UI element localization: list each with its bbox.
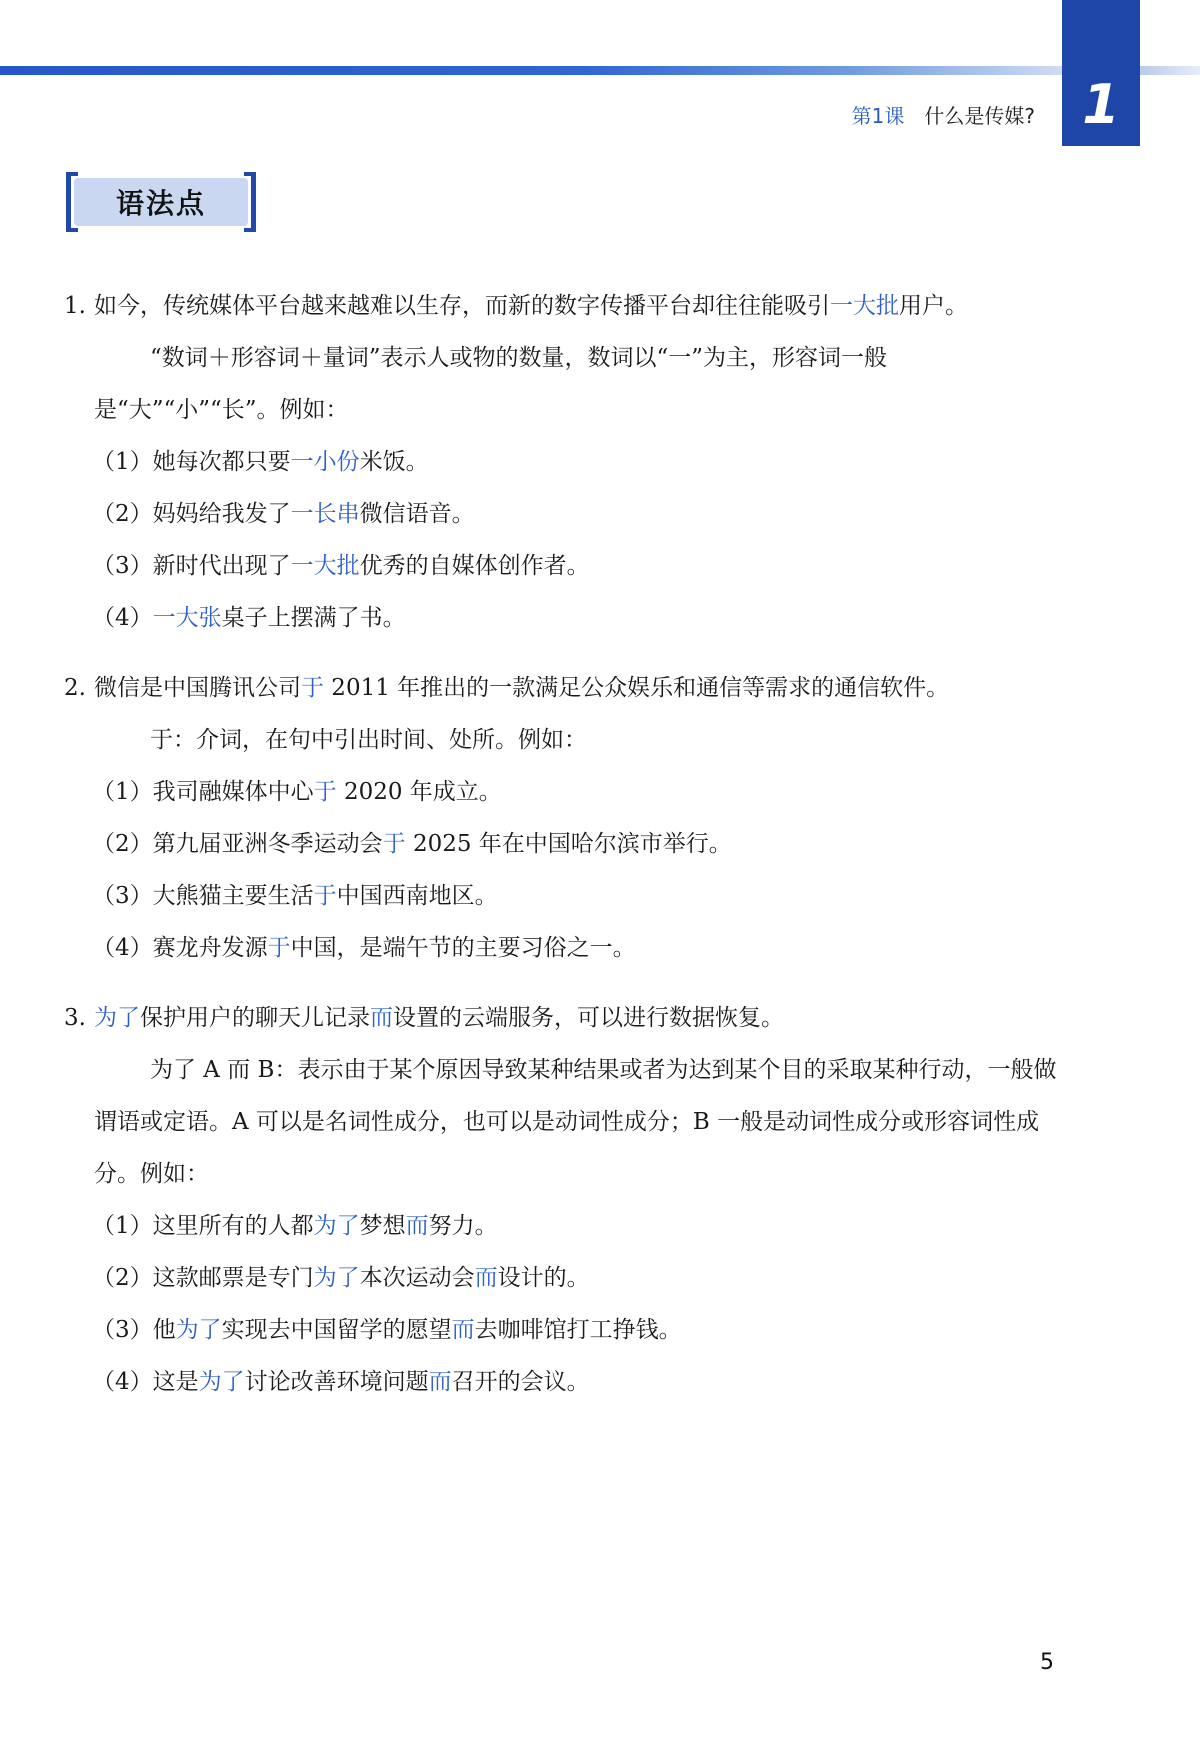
- point-explanation: 于：介词，在句中引出时间、处所。例如：: [150, 727, 587, 753]
- text-run: （1）她每次都只要: [92, 449, 291, 475]
- example-sentence: [64, 1252, 1064, 1304]
- text-run: 去咖啡馆打工挣钱。: [474, 1317, 682, 1343]
- highlighted-term: 为了: [198, 1369, 245, 1395]
- text-run: 如今，传统媒体平台越来越难以生存，而新的数字传播平台却往往能吸引: [94, 293, 830, 319]
- text-run: 中国西南地区。: [336, 883, 498, 909]
- example-sentence: [64, 436, 1064, 488]
- highlighted-term: 于: [267, 935, 291, 961]
- text-run: 2025 年在中国哈尔滨市举行。: [405, 831, 732, 857]
- example-sentence: [64, 766, 1064, 818]
- bracket-right: [244, 172, 256, 232]
- example-sentence: [64, 818, 1064, 870]
- text-run: （1）我司融媒体中心: [92, 779, 314, 805]
- lesson-title: 什么是传媒?: [924, 104, 1035, 128]
- text-run: 微信语音。: [359, 501, 475, 527]
- highlighted-term: 为了: [94, 1005, 140, 1031]
- text-run: 微信是中国腾讯公司: [94, 675, 301, 701]
- point-explanation: 为了 A 而 B：表示由于某个原因导致某种结果或者为达到某个目的采取某种行动，一般做谓语或定语。A 可以是名词性成分，也可以是动词性成分；B 一般是动词性成分或形容词性成分。例如：: [94, 1057, 1057, 1187]
- highlighted-term: 于: [313, 883, 337, 909]
- text-run: （1）这里所有的人都: [92, 1213, 314, 1239]
- text-run: 实现去中国留学的愿望: [221, 1317, 452, 1343]
- text-run: 优秀的自媒体创作者。: [359, 553, 590, 579]
- point-sentence: [64, 662, 1064, 714]
- text-run: （3）他: [92, 1317, 176, 1343]
- text-run: 讨论改善环境问题: [244, 1369, 429, 1395]
- highlighted-term: 而: [370, 1005, 393, 1031]
- section-heading-bg: [74, 178, 248, 226]
- example-sentence: [64, 1304, 1064, 1356]
- example-sentence: [64, 1356, 1064, 1408]
- point-number: 1.: [64, 293, 86, 319]
- text-run: （2）第九届亚洲冬季运动会: [92, 831, 383, 857]
- text-run: 桌子上摆满了书。: [221, 605, 406, 631]
- example-sentence: [64, 922, 1064, 974]
- highlighted-term: 于: [382, 831, 406, 857]
- text-run: 召开的会议。: [451, 1369, 590, 1395]
- lesson-label: 第1课: [851, 104, 905, 128]
- header-rule-end: [1140, 66, 1200, 75]
- highlighted-term: 一小份: [290, 449, 360, 475]
- highlighted-term: 而: [451, 1317, 475, 1343]
- example-sentence: [64, 592, 1064, 644]
- highlighted-term: 为了: [313, 1213, 360, 1239]
- text-run: 设计的。: [497, 1265, 590, 1291]
- highlighted-term: 于: [301, 675, 324, 701]
- text-run: 中国，是端午节的主要习俗之一。: [290, 935, 636, 961]
- text-run: （3）新时代出现了: [92, 553, 291, 579]
- text-run: 努力。: [428, 1213, 498, 1239]
- text-run: 2020 年成立。: [336, 779, 502, 805]
- point-number: 2.: [64, 675, 86, 701]
- text-run: 用户。: [899, 293, 968, 319]
- section-heading: [66, 172, 256, 232]
- highlighted-term: 一大张: [152, 605, 222, 631]
- chapter-number: 1: [1082, 73, 1120, 136]
- chapter-tab: [1062, 0, 1140, 146]
- example-sentence: [64, 488, 1064, 540]
- highlighted-term: 一大批: [830, 293, 899, 319]
- running-head: [852, 100, 1035, 129]
- grammar-points: [64, 280, 1064, 1426]
- text-run: （3）大熊猫主要生活: [92, 883, 314, 909]
- highlighted-term: 于: [313, 779, 337, 805]
- section-title: 语法点: [115, 187, 206, 220]
- page-number: 5: [1040, 1650, 1054, 1675]
- text-run: 2011 年推出的一款满足公众娱乐和通信等需求的通信软件。: [324, 675, 950, 701]
- highlighted-term: 而: [474, 1265, 498, 1291]
- highlighted-term: 为了: [175, 1317, 222, 1343]
- point-number: 3.: [64, 1005, 86, 1031]
- highlighted-term: 而: [428, 1369, 452, 1395]
- text-run: 保护用户的聊天儿记录: [140, 1005, 370, 1031]
- text-run: （2）妈妈给我发了: [92, 501, 291, 527]
- highlighted-term: 而: [405, 1213, 429, 1239]
- text-run: （4）: [92, 605, 153, 631]
- example-sentence: [64, 870, 1064, 922]
- highlighted-term: 为了: [313, 1265, 360, 1291]
- text-run: （4）赛龙舟发源: [92, 935, 268, 961]
- grammar-point: [64, 280, 1064, 644]
- point-sentence: [64, 992, 1064, 1044]
- example-sentence: [64, 1200, 1064, 1252]
- header-rule: [0, 66, 1062, 75]
- highlighted-term: 一长串: [290, 501, 360, 527]
- text-run: （2）这款邮票是专门: [92, 1265, 314, 1291]
- text-run: （4）这是: [92, 1369, 199, 1395]
- point-sentence: [64, 280, 1064, 332]
- highlighted-term: 一大批: [290, 553, 360, 579]
- grammar-point: [64, 662, 1064, 974]
- grammar-point: [64, 992, 1064, 1408]
- text-run: 米饭。: [359, 449, 429, 475]
- text-run: 梦想: [359, 1213, 406, 1239]
- point-explanation: “数词＋形容词＋量词”表示人或物的数量，数词以“一”为主，形容词一般是“大”“小”“长”。例如：: [94, 345, 888, 423]
- text-run: 本次运动会: [359, 1265, 475, 1291]
- example-sentence: [64, 540, 1064, 592]
- text-run: 设置的云端服务，可以进行数据恢复。: [393, 1005, 784, 1031]
